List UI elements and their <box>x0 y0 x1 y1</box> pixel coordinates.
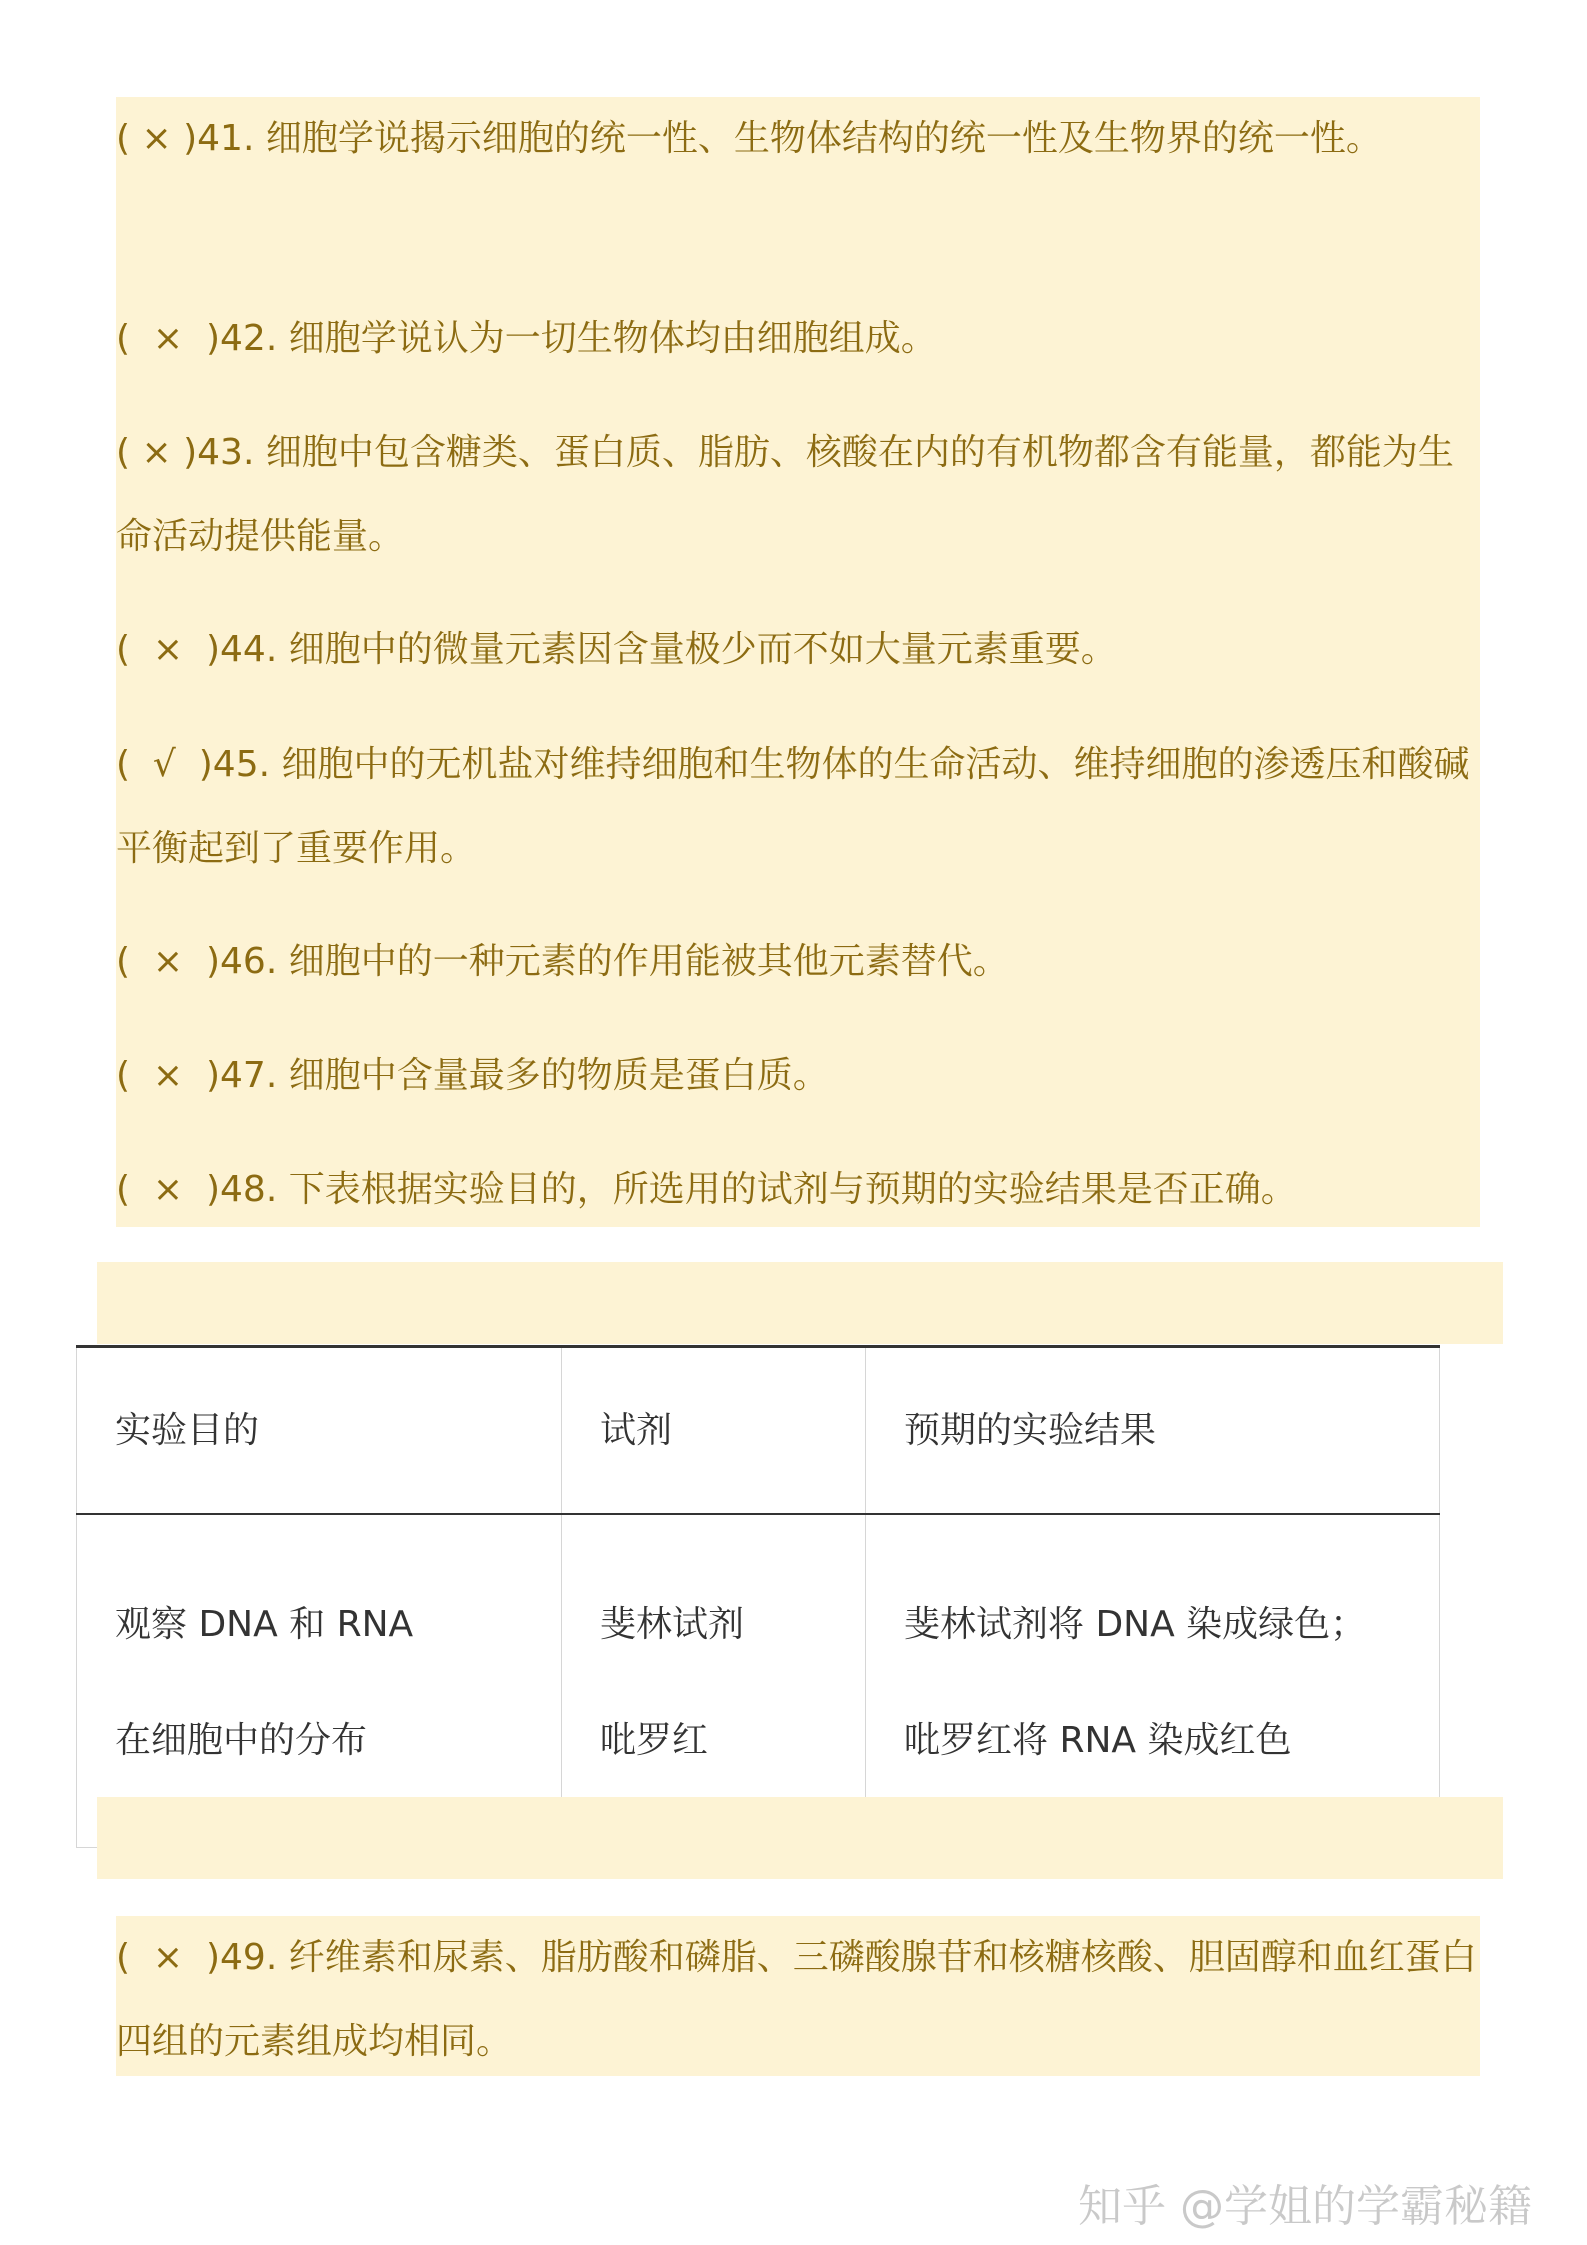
question-47: ( × )47. 细胞中含量最多的物质是蛋白质。 <box>116 1055 829 1096</box>
result-line-2: 吡罗红将 RNA 染成红色 <box>904 1720 1292 1761</box>
header-purpose: 实验目的 <box>77 1347 562 1515</box>
question-42: ( × )42. 细胞学说认为一切生物体均由细胞组成。 <box>116 318 937 359</box>
table-header-row <box>77 1347 1440 1515</box>
question-45: ( √ )45. 细胞中的无机盐对维持细胞和生物体的生命活动、维持细胞的渗透压和酸碱平衡起到了重要作用。 <box>116 744 1470 869</box>
experiment-table <box>76 1345 1440 1848</box>
purpose-line-1: 观察 DNA 和 RNA <box>115 1604 414 1645</box>
watermark: 知乎 @学姐的学霸秘籍 <box>1078 2181 1532 2232</box>
question-43: ( × )43. 细胞中包含糖类、蛋白质、脂肪、核酸在内的有机物都含有能量，都能为生命活动提供能量。 <box>116 432 1454 557</box>
reagent-line-1: 斐林试剂 <box>600 1604 745 1645</box>
highlight-band-bottom <box>97 1797 1503 1879</box>
purpose-line-2: 在细胞中的分布 <box>115 1720 368 1761</box>
question-46: ( × )46. 细胞中的一种元素的作用能被其他元素替代。 <box>116 941 1009 982</box>
result-line-1: 斐林试剂将 DNA 染成绿色； <box>904 1604 1367 1645</box>
question-49: ( × )49. 纤维素和尿素、脂肪酸和磷脂、三磷酸腺苷和核糖核酸、胆固醇和血红蛋白四组的元素组成均相同。 <box>116 1937 1477 2062</box>
highlight-band-top <box>97 1262 1503 1344</box>
header-result: 预期的实验结果 <box>866 1347 1440 1515</box>
header-reagent: 试剂 <box>562 1347 866 1515</box>
reagent-line-2: 吡罗红 <box>600 1720 709 1761</box>
question-41: ( × )41. 细胞学说揭示细胞的统一性、生物体结构的统一性及生物界的统一性。 <box>116 118 1382 159</box>
question-48: ( × )48. 下表根据实验目的，所选用的试剂与预期的实验结果是否正确。 <box>116 1169 1297 1210</box>
question-44: ( × )44. 细胞中的微量元素因含量极少而不如大量元素重要。 <box>116 629 1117 670</box>
